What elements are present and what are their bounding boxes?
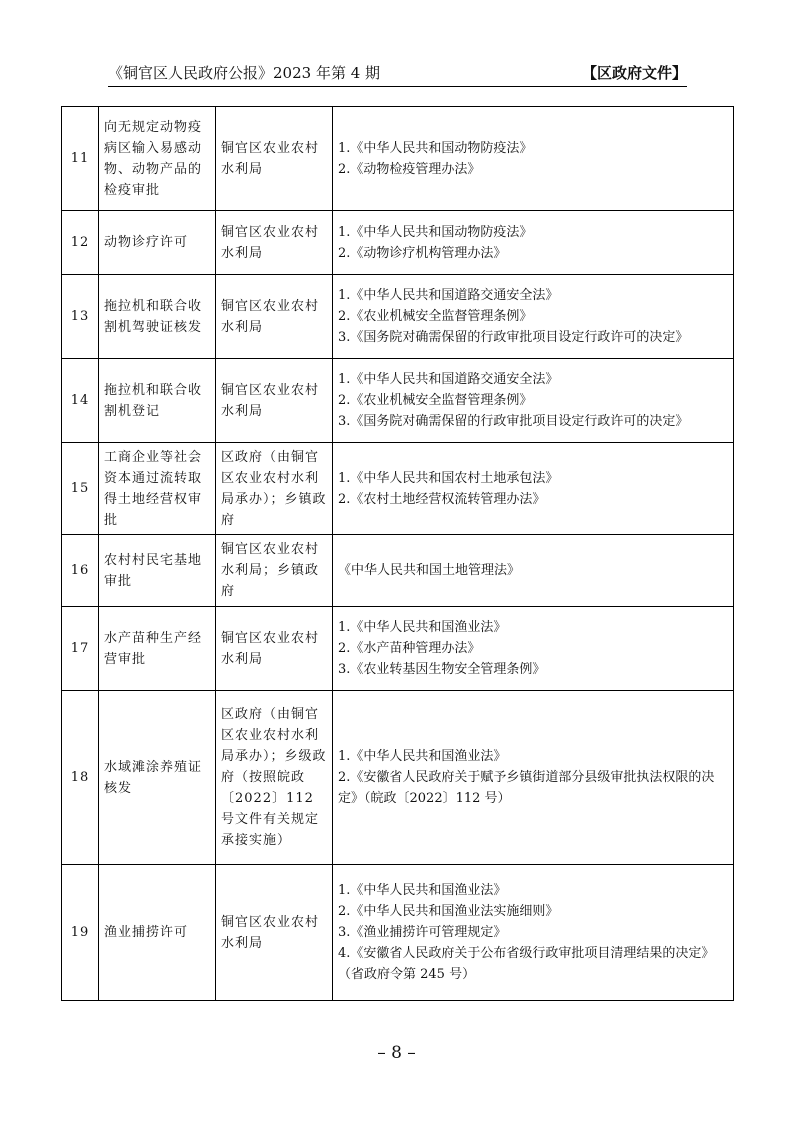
law-reference: 1.《中华人民共和国道路交通安全法》 [338, 372, 559, 387]
table-row [62, 443, 734, 535]
table-row [62, 691, 734, 865]
row-number: 14 [62, 359, 99, 443]
implementing-agency: 铜官区农业农村水利局 [216, 211, 333, 275]
row-number: 15 [62, 443, 99, 535]
item-name: 拖拉机和联合收割机登记 [99, 359, 216, 443]
implementing-agency: 铜官区农业农村水利局 [216, 607, 333, 691]
law-reference: 2.《农村土地经营权流转管理办法》 [338, 491, 546, 507]
law-reference: 2.《农业机械安全监督管理条例》 [338, 393, 533, 408]
law-reference: 4.《安徽省人民政府关于公布省级行政审批项目清理结果的决定》（省政府令第 245 号） [338, 946, 715, 982]
table-row [62, 607, 734, 691]
implementing-agency: 铜官区农业农村水利局 [216, 107, 333, 211]
row-number: 16 [62, 535, 99, 607]
implementing-agency: 铜官区农业农村水利局 [216, 359, 333, 443]
law-reference: 2.《动物诊疗机构管理办法》 [338, 245, 507, 261]
header-divider [108, 86, 687, 87]
law-reference: 《中华人民共和国土地管理法》 [338, 563, 521, 578]
table-row [62, 865, 734, 1001]
law-reference: 2.《水产苗种管理办法》 [338, 641, 481, 656]
row-number: 19 [62, 865, 99, 1001]
page-number: – 8 – [377, 1043, 416, 1063]
law-reference: 1.《中华人民共和国渔业法》 [338, 749, 507, 764]
legal-basis [333, 691, 734, 865]
law-reference: 1.《中华人民共和国动物防疫法》 [338, 140, 533, 156]
row-number: 17 [62, 607, 99, 691]
law-reference: 1.《中华人民共和国道路交通安全法》 [338, 288, 559, 303]
law-reference: 2.《中华人民共和国渔业法实施细则》 [338, 904, 559, 919]
law-reference: 2.《安徽省人民政府关于赋予乡镇街道部分县级审批执法权限的决定》（皖政〔2022〕112 号） [338, 770, 715, 806]
implementing-agency: 区政府（由铜官区农业农村水利局承办）；乡级政府（按照皖政〔2022〕112 号文件有关规定承接实施） [216, 691, 333, 865]
item-name: 拖拉机和联合收割机驾驶证核发 [99, 275, 216, 359]
item-name: 水域滩涂养殖证核发 [99, 691, 216, 865]
law-reference: 1.《中华人民共和国渔业法》 [338, 620, 507, 635]
law-reference: 3.《渔业捕捞许可管理规定》 [338, 925, 507, 940]
legal-basis [333, 275, 734, 359]
implementing-agency: 铜官区农业农村水利局；乡镇政府 [216, 535, 333, 607]
legal-basis [333, 865, 734, 1001]
row-number: 18 [62, 691, 99, 865]
item-name: 工商企业等社会资本通过流转取得土地经营权审批 [99, 443, 216, 535]
implementing-agency: 铜官区农业农村水利局 [216, 865, 333, 1001]
law-reference: 2.《动物检疫管理办法》 [338, 161, 481, 177]
row-number: 13 [62, 275, 99, 359]
legal-basis [333, 359, 734, 443]
table-row [62, 535, 734, 607]
item-name: 农村村民宅基地审批 [99, 535, 216, 607]
legal-basis [333, 211, 734, 275]
implementing-agency: 区政府（由铜官区农业农村水利局承办）；乡镇政府 [216, 443, 333, 535]
law-reference: 3.《农业转基因生物安全管理条例》 [338, 662, 546, 677]
item-name: 水产苗种生产经营审批 [99, 607, 216, 691]
legal-basis [333, 443, 734, 535]
item-name: 渔业捕捞许可 [99, 865, 216, 1001]
table-row [62, 275, 734, 359]
law-reference: 1.《中华人民共和国渔业法》 [338, 883, 507, 898]
item-name: 向无规定动物疫病区输入易感动物、动物产品的检疫审批 [99, 107, 216, 211]
legal-basis [333, 607, 734, 691]
law-reference: 3.《国务院对确需保留的行政审批项目设定行政许可的决定》 [338, 330, 689, 345]
table-row [62, 359, 734, 443]
law-reference: 3.《国务院对确需保留的行政审批项目设定行政许可的决定》 [338, 414, 689, 429]
row-number: 12 [62, 211, 99, 275]
row-number: 11 [62, 107, 99, 211]
section-label: 【区政府文件】 [581, 64, 687, 82]
approval-items-table [61, 106, 734, 1001]
table-row [62, 107, 734, 211]
page-header [108, 62, 687, 82]
legal-basis [333, 535, 734, 607]
law-reference: 1.《中华人民共和国农村土地承包法》 [338, 470, 559, 486]
law-reference: 1.《中华人民共和国动物防疫法》 [338, 224, 533, 240]
legal-basis [333, 107, 734, 211]
gazette-title: 《铜官区人民政府公报》2023 年第 4 期 [108, 64, 381, 82]
implementing-agency: 铜官区农业农村水利局 [216, 275, 333, 359]
law-reference: 2.《农业机械安全监督管理条例》 [338, 309, 533, 324]
table-row [62, 211, 734, 275]
item-name: 动物诊疗许可 [99, 211, 216, 275]
